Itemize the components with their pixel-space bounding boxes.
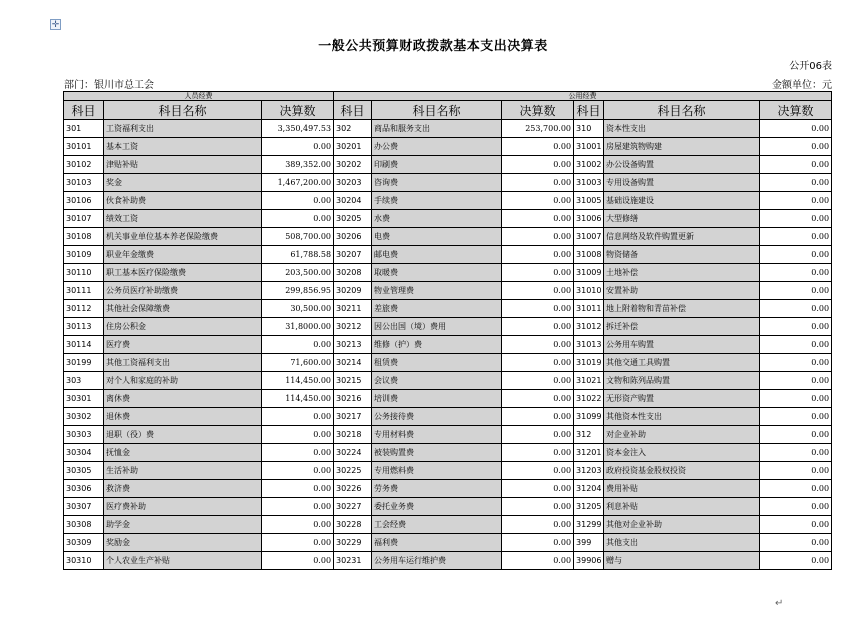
amount-cell[interactable]: 0.00 bbox=[760, 156, 832, 174]
amount-cell[interactable]: 203,500.00 bbox=[262, 264, 334, 282]
subject-name-cell[interactable]: 无形资产购置 bbox=[604, 390, 760, 408]
table-row bbox=[64, 498, 832, 516]
amount-cell[interactable]: 0.00 bbox=[760, 192, 832, 210]
subject-name-cell[interactable]: 因公出国（境）费用 bbox=[372, 318, 502, 336]
subject-code-cell[interactable]: 30215 bbox=[334, 372, 372, 390]
subject-name-cell[interactable]: 物业管理费 bbox=[372, 282, 502, 300]
subject-code-cell[interactable]: 30308 bbox=[64, 516, 104, 534]
table-row bbox=[64, 552, 832, 570]
subject-name-cell[interactable]: 对企业补助 bbox=[604, 426, 760, 444]
subject-name-cell[interactable]: 租赁费 bbox=[372, 354, 502, 372]
amount-cell[interactable]: 0.00 bbox=[262, 192, 334, 210]
subject-code-cell[interactable]: 30110 bbox=[64, 264, 104, 282]
subject-name-cell[interactable]: 会议费 bbox=[372, 372, 502, 390]
table-row bbox=[64, 534, 832, 552]
amount-cell[interactable]: 0.00 bbox=[502, 246, 574, 264]
subject-name-cell[interactable]: 公务接待费 bbox=[372, 408, 502, 426]
subject-name-cell[interactable]: 培训费 bbox=[372, 390, 502, 408]
subject-name-cell[interactable]: 维修（护）费 bbox=[372, 336, 502, 354]
subject-code-cell[interactable]: 30301 bbox=[64, 390, 104, 408]
table-row bbox=[64, 444, 832, 462]
amount-cell[interactable]: 0.00 bbox=[760, 318, 832, 336]
subject-name-cell[interactable]: 生活补助 bbox=[104, 462, 262, 480]
budget-table bbox=[63, 91, 832, 570]
subject-code-cell[interactable]: 30113 bbox=[64, 318, 104, 336]
subject-name-cell[interactable]: 职业年金缴费 bbox=[104, 246, 262, 264]
table-row bbox=[64, 426, 832, 444]
subject-code-cell[interactable]: 30209 bbox=[334, 282, 372, 300]
subject-name-cell[interactable]: 办公费 bbox=[372, 138, 502, 156]
amount-cell[interactable]: 114,450.00 bbox=[262, 372, 334, 390]
amount-cell[interactable]: 0.00 bbox=[502, 462, 574, 480]
subject-name-cell[interactable]: 住房公积金 bbox=[104, 318, 262, 336]
amount-cell[interactable]: 0.00 bbox=[502, 174, 574, 192]
amount-cell[interactable]: 0.00 bbox=[760, 462, 832, 480]
subject-name-cell[interactable]: 专用燃料费 bbox=[372, 462, 502, 480]
subject-code-cell[interactable]: 31012 bbox=[574, 318, 604, 336]
department-label: 部门：银川市总工会 bbox=[64, 80, 154, 91]
subject-name-cell[interactable]: 其他交通工具购置 bbox=[604, 354, 760, 372]
amount-cell[interactable]: 0.00 bbox=[760, 300, 832, 318]
subject-name-cell[interactable]: 专用设备购置 bbox=[604, 174, 760, 192]
subject-code-cell[interactable]: 31205 bbox=[574, 498, 604, 516]
amount-cell[interactable]: 0.00 bbox=[502, 480, 574, 498]
amount-cell[interactable]: 0.00 bbox=[760, 444, 832, 462]
subject-code-cell[interactable]: 31021 bbox=[574, 372, 604, 390]
amount-cell[interactable]: 0.00 bbox=[760, 282, 832, 300]
subject-name-cell[interactable]: 离休费 bbox=[104, 390, 262, 408]
subject-name-cell[interactable]: 其他社会保障缴费 bbox=[104, 300, 262, 318]
subject-code-cell[interactable]: 39906 bbox=[574, 552, 604, 570]
subject-name-cell[interactable]: 退休费 bbox=[104, 408, 262, 426]
subject-name-cell[interactable]: 公务员医疗补助缴费 bbox=[104, 282, 262, 300]
amount-cell[interactable]: 0.00 bbox=[502, 156, 574, 174]
table-row bbox=[64, 318, 832, 336]
subject-code-cell[interactable]: 30203 bbox=[334, 174, 372, 192]
amount-cell[interactable]: 0.00 bbox=[760, 372, 832, 390]
group-personnel: 人员经费 bbox=[64, 92, 334, 101]
amount-cell[interactable]: 0.00 bbox=[262, 516, 334, 534]
amount-cell[interactable]: 0.00 bbox=[502, 318, 574, 336]
subject-name-cell[interactable]: 工会经费 bbox=[372, 516, 502, 534]
subject-code-cell[interactable]: 31022 bbox=[574, 390, 604, 408]
subject-code-cell[interactable]: 30231 bbox=[334, 552, 372, 570]
subject-code-cell[interactable]: 30304 bbox=[64, 444, 104, 462]
amount-cell[interactable]: 0.00 bbox=[760, 228, 832, 246]
amount-cell[interactable]: 0.00 bbox=[502, 444, 574, 462]
subject-name-cell[interactable]: 咨询费 bbox=[372, 174, 502, 192]
subject-name-cell[interactable]: 地上附着物和青苗补偿 bbox=[604, 300, 760, 318]
subject-code-cell[interactable]: 30305 bbox=[64, 462, 104, 480]
amount-cell[interactable]: 0.00 bbox=[262, 534, 334, 552]
amount-cell[interactable]: 0.00 bbox=[262, 498, 334, 516]
subject-code-cell[interactable]: 30205 bbox=[334, 210, 372, 228]
amount-cell[interactable]: 0.00 bbox=[760, 354, 832, 372]
amount-cell[interactable]: 0.00 bbox=[502, 516, 574, 534]
table-row bbox=[64, 372, 832, 390]
col-header: 科目名称 bbox=[372, 101, 502, 120]
table-row bbox=[64, 228, 832, 246]
amount-cell[interactable]: 0.00 bbox=[502, 390, 574, 408]
amount-cell[interactable]: 0.00 bbox=[502, 534, 574, 552]
subject-code-cell[interactable]: 30306 bbox=[64, 480, 104, 498]
subject-code-cell[interactable]: 31005 bbox=[574, 192, 604, 210]
subject-name-cell[interactable]: 专用材料费 bbox=[372, 426, 502, 444]
subject-code-cell[interactable]: 31009 bbox=[574, 264, 604, 282]
subject-name-cell[interactable]: 信息网络及软件购置更新 bbox=[604, 228, 760, 246]
amount-cell[interactable]: 0.00 bbox=[502, 282, 574, 300]
subject-code-cell[interactable]: 30208 bbox=[334, 264, 372, 282]
subject-name-cell[interactable]: 职工基本医疗保险缴费 bbox=[104, 264, 262, 282]
subject-name-cell[interactable]: 奖励金 bbox=[104, 534, 262, 552]
amount-cell[interactable]: 0.00 bbox=[262, 480, 334, 498]
subject-name-cell[interactable]: 文物和陈列品购置 bbox=[604, 372, 760, 390]
amount-cell[interactable]: 253,700.00 bbox=[502, 120, 574, 138]
subject-code-cell[interactable]: 30216 bbox=[334, 390, 372, 408]
paragraph-mark-icon: ↵ bbox=[775, 598, 784, 609]
subject-code-cell[interactable]: 30309 bbox=[64, 534, 104, 552]
table-row bbox=[64, 156, 832, 174]
title-text: 一般公共预算财政拨款基本支出决算表 bbox=[318, 39, 548, 54]
amount-cell[interactable]: 0.00 bbox=[760, 390, 832, 408]
col-header: 科目 bbox=[574, 101, 604, 120]
subject-code-cell[interactable]: 30303 bbox=[64, 426, 104, 444]
amount-cell[interactable]: 299,856.95 bbox=[262, 282, 334, 300]
subject-code-cell[interactable]: 30217 bbox=[334, 408, 372, 426]
subject-code-cell[interactable]: 30109 bbox=[64, 246, 104, 264]
table-row bbox=[64, 390, 832, 408]
amount-cell[interactable]: 0.00 bbox=[760, 174, 832, 192]
subject-name-cell[interactable]: 办公设备购置 bbox=[604, 156, 760, 174]
subject-code-cell[interactable]: 31007 bbox=[574, 228, 604, 246]
subject-name-cell[interactable]: 安置补助 bbox=[604, 282, 760, 300]
subject-code-cell[interactable]: 30224 bbox=[334, 444, 372, 462]
subject-name-cell[interactable]: 资本金注入 bbox=[604, 444, 760, 462]
amount-cell[interactable]: 31,8000.00 bbox=[262, 318, 334, 336]
amount-cell[interactable]: 3,350,497.53 bbox=[262, 120, 334, 138]
subject-name-cell[interactable]: 公务用车购置 bbox=[604, 336, 760, 354]
subject-code-cell[interactable]: 31019 bbox=[574, 354, 604, 372]
amount-cell[interactable]: 0.00 bbox=[262, 426, 334, 444]
subject-name-cell[interactable]: 物资储备 bbox=[604, 246, 760, 264]
table-row bbox=[64, 174, 832, 192]
amount-cell[interactable]: 0.00 bbox=[760, 120, 832, 138]
subject-name-cell[interactable]: 其他对企业补助 bbox=[604, 516, 760, 534]
subject-name-cell[interactable]: 印刷费 bbox=[372, 156, 502, 174]
subject-name-cell[interactable]: 被装购置费 bbox=[372, 444, 502, 462]
subject-code-cell[interactable]: 31299 bbox=[574, 516, 604, 534]
table-row bbox=[64, 516, 832, 534]
subject-code-cell[interactable]: 30229 bbox=[334, 534, 372, 552]
group-public: 公用经费 bbox=[334, 92, 832, 101]
subject-code-cell[interactable]: 31099 bbox=[574, 408, 604, 426]
amount-cell[interactable]: 508,700.00 bbox=[262, 228, 334, 246]
table-row bbox=[64, 264, 832, 282]
subject-code-cell[interactable]: 31011 bbox=[574, 300, 604, 318]
subject-code-cell[interactable]: 30201 bbox=[334, 138, 372, 156]
subject-name-cell[interactable]: 差旅费 bbox=[372, 300, 502, 318]
subject-code-cell[interactable]: 30212 bbox=[334, 318, 372, 336]
subject-code-cell[interactable]: 30202 bbox=[334, 156, 372, 174]
subject-code-cell[interactable]: 30213 bbox=[334, 336, 372, 354]
amount-cell[interactable]: 114,450.00 bbox=[262, 390, 334, 408]
subject-name-cell[interactable]: 基本工资 bbox=[104, 138, 262, 156]
amount-cell[interactable]: 0.00 bbox=[262, 408, 334, 426]
subject-code-cell[interactable]: 30206 bbox=[334, 228, 372, 246]
subject-name-cell[interactable]: 水费 bbox=[372, 210, 502, 228]
table-row bbox=[64, 354, 832, 372]
table-row bbox=[64, 210, 832, 228]
subject-code-cell[interactable]: 30302 bbox=[64, 408, 104, 426]
subject-name-cell[interactable]: 房屋建筑物购建 bbox=[604, 138, 760, 156]
amount-cell[interactable]: 0.00 bbox=[502, 192, 574, 210]
subject-name-cell[interactable]: 伙食补助费 bbox=[104, 192, 262, 210]
subject-name-cell[interactable]: 抚恤金 bbox=[104, 444, 262, 462]
subject-name-cell[interactable]: 政府投资基金股权投资 bbox=[604, 462, 760, 480]
subject-code-cell[interactable]: 31203 bbox=[574, 462, 604, 480]
subject-name-cell[interactable]: 利息补贴 bbox=[604, 498, 760, 516]
subject-name-cell[interactable]: 赠与 bbox=[604, 552, 760, 570]
subject-name-cell[interactable]: 个人农业生产补贴 bbox=[104, 552, 262, 570]
subject-name-cell[interactable]: 其他资本性支出 bbox=[604, 408, 760, 426]
subject-name-cell[interactable]: 资本性支出 bbox=[604, 120, 760, 138]
subject-code-cell[interactable]: 30111 bbox=[64, 282, 104, 300]
subject-code-cell[interactable]: 301 bbox=[64, 120, 104, 138]
amount-cell[interactable]: 0.00 bbox=[502, 228, 574, 246]
subject-code-cell[interactable]: 30226 bbox=[334, 480, 372, 498]
subject-code-cell[interactable]: 30228 bbox=[334, 516, 372, 534]
table-row bbox=[64, 480, 832, 498]
subject-code-cell[interactable]: 30106 bbox=[64, 192, 104, 210]
amount-cell[interactable]: 0.00 bbox=[502, 552, 574, 570]
subject-code-cell[interactable]: 30107 bbox=[64, 210, 104, 228]
amount-cell[interactable]: 0.00 bbox=[760, 516, 832, 534]
column-header-row bbox=[64, 101, 832, 120]
subject-name-cell[interactable]: 奖金 bbox=[104, 174, 262, 192]
subject-name-cell[interactable]: 福利费 bbox=[372, 534, 502, 552]
table-row bbox=[64, 138, 832, 156]
table-row bbox=[64, 462, 832, 480]
subject-code-cell[interactable]: 30225 bbox=[334, 462, 372, 480]
amount-cell[interactable]: 0.00 bbox=[760, 264, 832, 282]
subject-name-cell[interactable]: 大型修缮 bbox=[604, 210, 760, 228]
subject-name-cell[interactable]: 邮电费 bbox=[372, 246, 502, 264]
amount-cell[interactable]: 0.00 bbox=[760, 138, 832, 156]
subject-name-cell[interactable]: 费用补贴 bbox=[604, 480, 760, 498]
subject-code-cell[interactable]: 30103 bbox=[64, 174, 104, 192]
subject-name-cell[interactable]: 助学金 bbox=[104, 516, 262, 534]
subject-name-cell[interactable]: 土地补偿 bbox=[604, 264, 760, 282]
amount-cell[interactable]: 0.00 bbox=[760, 246, 832, 264]
subject-name-cell[interactable]: 机关事业单位基本养老保险缴费 bbox=[104, 228, 262, 246]
subject-name-cell[interactable]: 医疗费 bbox=[104, 336, 262, 354]
subject-code-cell[interactable]: 31204 bbox=[574, 480, 604, 498]
form-code: 公开06表 bbox=[789, 61, 832, 72]
subject-code-cell[interactable]: 30310 bbox=[64, 552, 104, 570]
subject-name-cell[interactable]: 救济费 bbox=[104, 480, 262, 498]
subject-code-cell[interactable]: 31008 bbox=[574, 246, 604, 264]
amount-cell[interactable]: 0.00 bbox=[760, 426, 832, 444]
subject-name-cell[interactable]: 医疗费补助 bbox=[104, 498, 262, 516]
subject-name-cell[interactable]: 手续费 bbox=[372, 192, 502, 210]
table-row bbox=[64, 120, 832, 138]
amount-cell[interactable]: 0.00 bbox=[760, 534, 832, 552]
amount-cell[interactable]: 0.00 bbox=[502, 138, 574, 156]
subject-code-cell[interactable]: 30207 bbox=[334, 246, 372, 264]
subject-code-cell[interactable]: 30101 bbox=[64, 138, 104, 156]
subject-name-cell[interactable]: 委托业务费 bbox=[372, 498, 502, 516]
amount-cell[interactable]: 0.00 bbox=[262, 138, 334, 156]
amount-cell[interactable]: 0.00 bbox=[502, 354, 574, 372]
amount-cell[interactable]: 0.00 bbox=[502, 336, 574, 354]
subject-name-cell[interactable]: 对个人和家庭的补助 bbox=[104, 372, 262, 390]
amount-cell[interactable]: 30,500.00 bbox=[262, 300, 334, 318]
subject-code-cell[interactable]: 30214 bbox=[334, 354, 372, 372]
subject-code-cell[interactable]: 30112 bbox=[64, 300, 104, 318]
subject-code-cell[interactable]: 30102 bbox=[64, 156, 104, 174]
subject-code-cell[interactable]: 31002 bbox=[574, 156, 604, 174]
amount-cell[interactable]: 0.00 bbox=[502, 264, 574, 282]
subject-code-cell[interactable]: 31201 bbox=[574, 444, 604, 462]
subject-code-cell[interactable]: 303 bbox=[64, 372, 104, 390]
amount-cell[interactable]: 1,467,200.00 bbox=[262, 174, 334, 192]
col-header: 科目名称 bbox=[104, 101, 262, 120]
amount-cell[interactable]: 0.00 bbox=[262, 552, 334, 570]
subject-code-cell[interactable]: 30307 bbox=[64, 498, 104, 516]
subject-code-cell[interactable]: 30218 bbox=[334, 426, 372, 444]
subject-code-cell[interactable]: 31001 bbox=[574, 138, 604, 156]
amount-cell[interactable]: 0.00 bbox=[760, 552, 832, 570]
amount-cell[interactable]: 0.00 bbox=[502, 408, 574, 426]
page-title bbox=[0, 35, 866, 54]
amount-cell[interactable]: 0.00 bbox=[262, 336, 334, 354]
subject-code-cell[interactable]: 31013 bbox=[574, 336, 604, 354]
subject-code-cell[interactable]: 30199 bbox=[64, 354, 104, 372]
subject-name-cell[interactable]: 其他支出 bbox=[604, 534, 760, 552]
amount-cell[interactable]: 389,352.00 bbox=[262, 156, 334, 174]
subject-code-cell[interactable]: 30114 bbox=[64, 336, 104, 354]
group-header-row bbox=[64, 92, 832, 101]
subject-code-cell[interactable]: 30211 bbox=[334, 300, 372, 318]
subject-code-cell[interactable]: 31003 bbox=[574, 174, 604, 192]
table-anchor-icon[interactable]: ✛ bbox=[51, 20, 60, 30]
amount-cell[interactable]: 71,600.00 bbox=[262, 354, 334, 372]
table-row bbox=[64, 282, 832, 300]
amount-cell[interactable]: 0.00 bbox=[502, 300, 574, 318]
table-row bbox=[64, 336, 832, 354]
table-row bbox=[64, 246, 832, 264]
col-header: 科目 bbox=[334, 101, 372, 120]
subject-name-cell[interactable]: 基础设施建设 bbox=[604, 192, 760, 210]
table-row bbox=[64, 408, 832, 426]
subject-code-cell[interactable]: 310 bbox=[574, 120, 604, 138]
table-row bbox=[64, 300, 832, 318]
col-header: 决算数 bbox=[262, 101, 334, 120]
amount-cell[interactable]: 0.00 bbox=[262, 444, 334, 462]
col-header: 决算数 bbox=[760, 101, 832, 120]
subject-name-cell[interactable]: 劳务费 bbox=[372, 480, 502, 498]
amount-cell[interactable]: 0.00 bbox=[502, 372, 574, 390]
col-header: 决算数 bbox=[502, 101, 574, 120]
subject-name-cell[interactable]: 拆迁补偿 bbox=[604, 318, 760, 336]
subject-name-cell[interactable]: 取暖费 bbox=[372, 264, 502, 282]
subject-code-cell[interactable]: 312 bbox=[574, 426, 604, 444]
amount-cell[interactable]: 0.00 bbox=[262, 462, 334, 480]
subject-name-cell[interactable]: 津贴补贴 bbox=[104, 156, 262, 174]
subject-name-cell[interactable]: 电费 bbox=[372, 228, 502, 246]
subject-name-cell[interactable]: 商品和服务支出 bbox=[372, 120, 502, 138]
subject-name-cell[interactable]: 公务用车运行维护费 bbox=[372, 552, 502, 570]
subject-code-cell[interactable]: 31006 bbox=[574, 210, 604, 228]
subject-code-cell[interactable]: 31010 bbox=[574, 282, 604, 300]
amount-cell[interactable]: 0.00 bbox=[502, 426, 574, 444]
amount-cell[interactable]: 0.00 bbox=[760, 408, 832, 426]
subject-name-cell[interactable]: 退职（役）费 bbox=[104, 426, 262, 444]
subject-code-cell[interactable]: 302 bbox=[334, 120, 372, 138]
subject-name-cell[interactable]: 绩效工资 bbox=[104, 210, 262, 228]
subject-name-cell[interactable]: 工资福利支出 bbox=[104, 120, 262, 138]
subject-code-cell[interactable]: 30108 bbox=[64, 228, 104, 246]
table-row bbox=[64, 192, 832, 210]
amount-cell[interactable]: 0.00 bbox=[760, 498, 832, 516]
amount-cell[interactable]: 0.00 bbox=[760, 210, 832, 228]
amount-cell[interactable]: 61,788.58 bbox=[262, 246, 334, 264]
amount-cell[interactable]: 0.00 bbox=[760, 336, 832, 354]
col-header: 科目名称 bbox=[604, 101, 760, 120]
amount-cell[interactable]: 0.00 bbox=[262, 210, 334, 228]
subject-code-cell[interactable]: 30204 bbox=[334, 192, 372, 210]
subject-code-cell[interactable]: 399 bbox=[574, 534, 604, 552]
subject-name-cell[interactable]: 其他工资福利支出 bbox=[104, 354, 262, 372]
col-header: 科目 bbox=[64, 101, 104, 120]
amount-cell[interactable]: 0.00 bbox=[502, 498, 574, 516]
amount-cell[interactable]: 0.00 bbox=[502, 210, 574, 228]
unit-label: 金额单位：元 bbox=[772, 80, 832, 91]
amount-cell[interactable]: 0.00 bbox=[760, 480, 832, 498]
subject-code-cell[interactable]: 30227 bbox=[334, 498, 372, 516]
